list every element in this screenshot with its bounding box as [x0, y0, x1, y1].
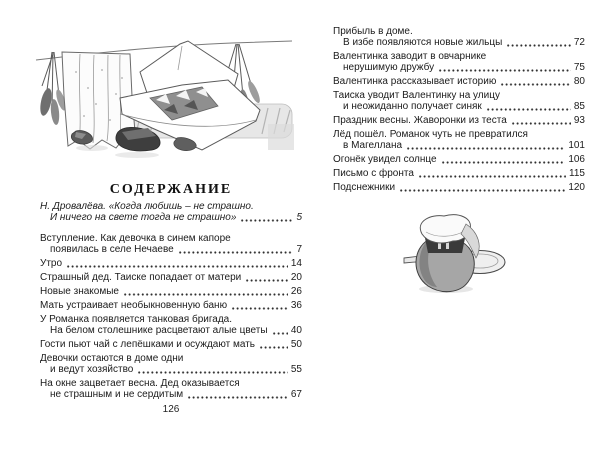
- toc-entry-line: [333, 182, 585, 193]
- toc-entry-text: И ничего на свете тогда не страшно»: [50, 212, 237, 223]
- dot-leader: [399, 189, 565, 192]
- toc-page-ref: 75: [573, 62, 585, 73]
- toc-entry: [333, 51, 585, 73]
- toc-entry-line: [333, 76, 585, 87]
- toc-entry-text: На белом столешнике расцветают алые цветы: [50, 325, 268, 336]
- toc-page-ref: 14: [290, 258, 302, 269]
- toc-entry-line: [40, 212, 302, 223]
- toc-entry-line: [40, 258, 302, 269]
- contents-heading: СОДЕРЖАНИЕ: [109, 182, 233, 197]
- toc-entry-text: Вступление. Как девочка в синем капоре: [40, 233, 231, 244]
- toc-entry-line: [40, 378, 302, 389]
- toc-right-column: [333, 26, 585, 196]
- toc-entry-text: Подснежники: [333, 182, 396, 193]
- toc-entry: [40, 258, 302, 269]
- toc-entry-text: Валентинка рассказывает историю: [333, 76, 497, 87]
- toc-entry: [333, 182, 585, 193]
- toc-entry: [40, 314, 302, 336]
- dot-leader: [240, 219, 293, 222]
- toc-entry-line: [40, 314, 302, 325]
- toc-entry-line: [40, 339, 302, 350]
- toc-page-ref: 36: [290, 300, 302, 311]
- toc-entry-line: [40, 353, 302, 364]
- toc-entry-text: Гости пьют чай с лепёшками и осуждают мать: [40, 339, 255, 350]
- dot-leader: [137, 371, 288, 374]
- dot-leader: [245, 279, 288, 282]
- toc-entry-text: и ведут хозяйство: [50, 364, 134, 375]
- toc-entry-line: [333, 51, 585, 62]
- toc-page-ref: 40: [290, 325, 302, 336]
- toc-page-ref: 115: [569, 168, 585, 179]
- toc-entry-text: Прибыль в доме.: [333, 26, 413, 37]
- toc-entry-line: [40, 286, 302, 297]
- toc-entry: [333, 154, 585, 165]
- toc-entry-line: [40, 244, 302, 255]
- toc-entry-text: Девочки остаются в доме одни: [40, 353, 184, 364]
- toc-page-ref: 80: [573, 76, 585, 87]
- toc-entry-text: не страшным и не сердитым: [50, 389, 184, 400]
- toc-entry-text: В избе появляются новые жильцы: [343, 37, 503, 48]
- toc-entry-line: [333, 90, 585, 101]
- toc-page-ref: 67: [290, 389, 302, 400]
- toc-entry-text: и неожиданно получает синяк: [343, 101, 482, 112]
- toc-entry: [40, 272, 302, 283]
- dot-leader: [272, 332, 288, 335]
- dot-leader: [178, 251, 294, 254]
- dot-leader: [406, 147, 565, 150]
- toc-page-ref: 85: [573, 101, 585, 112]
- toc-entry-line: [333, 26, 585, 37]
- toc-entry: [333, 76, 585, 87]
- toc-page-ref: 72: [573, 37, 585, 48]
- toc-entry-line: [333, 62, 585, 73]
- toc-page-ref: 7: [296, 244, 302, 255]
- dot-leader: [418, 175, 566, 178]
- toc-entry-text: Валентинка заводит в овчарнике: [333, 51, 487, 62]
- toc-entry-line: [40, 300, 302, 311]
- toc-entry: [40, 286, 302, 297]
- dot-leader: [123, 293, 288, 296]
- toc-entry-line: [333, 129, 585, 140]
- toc-entry-line: [40, 201, 302, 212]
- toc-entry: [40, 233, 302, 255]
- toc-entry-text: нерушимую дружбу: [343, 62, 435, 73]
- toc-entry-text: Страшный дед. Таиске попадает от матери: [40, 272, 242, 283]
- toc-entry-line: [333, 115, 585, 126]
- toc-page-ref: 5: [296, 212, 302, 223]
- toc-entry-line: [333, 154, 585, 165]
- dot-leader: [66, 265, 288, 268]
- toc-entry: [333, 129, 585, 151]
- toc-entry-line: [40, 272, 302, 283]
- toc-page-ref: 20: [290, 272, 302, 283]
- dot-leader: [441, 161, 566, 164]
- toc-entry-text: Утро: [40, 258, 63, 269]
- toc-entry-text: На окне зацветает весна. Дед оказывается: [40, 378, 240, 389]
- toc-entry-text: появилась в селе Нечаеве: [50, 244, 174, 255]
- dot-leader: [438, 69, 571, 72]
- toc-entry-text: Письмо с фронта: [333, 168, 414, 179]
- clothesline-illustration: [32, 28, 298, 170]
- toc-entry: [333, 168, 585, 179]
- toc-entry: [333, 115, 585, 126]
- toc-entry-text: в Магеллана: [343, 140, 403, 151]
- dot-leader: [187, 396, 288, 399]
- page-number: 126: [162, 404, 180, 415]
- toc-entry-line: [333, 140, 585, 151]
- dot-leader: [231, 307, 288, 310]
- pot-and-spoon-illustration: [398, 212, 508, 297]
- toc-entry-text: У Романка появляется танковая бригада.: [40, 314, 233, 325]
- toc-page-ref: 93: [573, 115, 585, 126]
- toc-page-ref: 106: [568, 154, 585, 165]
- toc-page-ref: 26: [290, 286, 302, 297]
- toc-entry-line: [333, 168, 585, 179]
- toc-entry-text: Лёд пошёл. Романок чуть не превратился: [333, 129, 528, 140]
- toc-entry-text: Таиска уводит Валентинку на улицу: [333, 90, 500, 101]
- toc-entry-text: Огонёк увидел солнце: [333, 154, 437, 165]
- toc-page-ref: 101: [568, 140, 585, 151]
- toc-entry-text: Праздник весны. Жаворонки из теста: [333, 115, 507, 126]
- toc-entry-text: Н. Дровалёва. «Когда любишь – не страшно.: [40, 201, 254, 212]
- dot-leader: [259, 346, 288, 349]
- toc-entry-line: [333, 101, 585, 112]
- toc-entry: [40, 300, 302, 311]
- toc-entry-line: [40, 364, 302, 375]
- toc-entry-line: [40, 389, 302, 400]
- dot-leader: [506, 44, 571, 47]
- toc-entry: [40, 339, 302, 350]
- toc-page-ref: 50: [290, 339, 302, 350]
- toc-entry-line: [40, 325, 302, 336]
- dot-leader: [500, 83, 571, 86]
- toc-entry: [333, 26, 585, 48]
- toc-entry-line: [40, 233, 302, 244]
- toc-entry: [40, 353, 302, 375]
- toc-entry-line: [333, 37, 585, 48]
- toc-entry-text: Новые знакомые: [40, 286, 119, 297]
- toc-entry: [333, 90, 585, 112]
- dot-leader: [486, 108, 571, 111]
- toc-page-ref: 55: [290, 364, 302, 375]
- dot-leader: [511, 122, 571, 125]
- toc-page-ref: 120: [568, 182, 585, 193]
- toc-left-column: [40, 201, 302, 403]
- toc-entry: [40, 201, 302, 223]
- toc-entry: [40, 378, 302, 400]
- toc-entry-text: Мать устраивает необыкновенную баню: [40, 300, 228, 311]
